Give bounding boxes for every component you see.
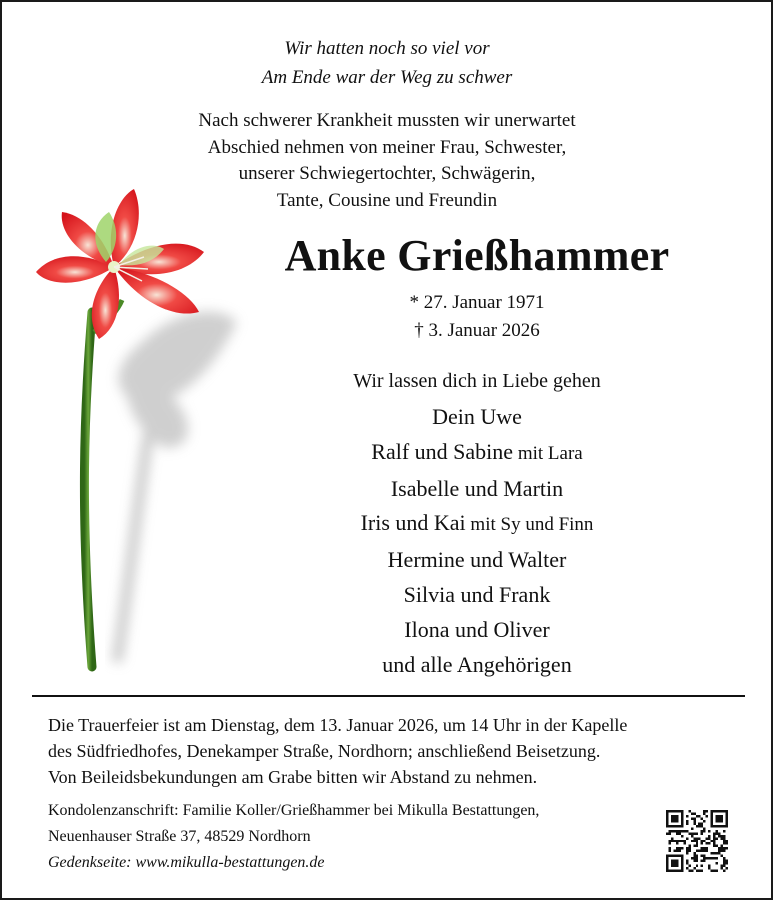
- mourner-names: Iris und Kai: [360, 510, 466, 536]
- motto: [92, 34, 682, 92]
- divider: [32, 695, 745, 697]
- intro-line: Nach schwerer Krankheit mussten wir unerwartet: [198, 110, 576, 131]
- birth-date: * 27. Januar 1971: [409, 292, 545, 313]
- memorial-page-link[interactable]: Gedenkseite: www.mikulla-bestattungen.de: [48, 854, 325, 871]
- mourner-row: und alle Angehörigen: [382, 651, 572, 677]
- intro-line: unserer Schwiegertochter, Schwägerin,: [238, 163, 536, 184]
- mourner-row: Ilona und Oliver: [404, 616, 550, 642]
- mourner-names: Ralf und Sabine: [371, 438, 514, 464]
- funeral-line: Die Trauerfeier ist am Dienstag, dem 13. Januar 2026, um 14 Uhr in der Kapelle: [48, 715, 628, 735]
- qr-code-icon[interactable]: [666, 810, 728, 872]
- funeral-line: Von Beileidsbekundungen am Grabe bitten wir Abstand zu nehmen.: [48, 767, 538, 787]
- mourner-row: Silvia und Frank: [403, 581, 551, 607]
- deceased-name: Anke Grießhammer: [284, 231, 670, 280]
- death-date: † 3. Januar 2026: [414, 320, 540, 341]
- condolence-contact: [48, 798, 648, 876]
- contact-line: Kondolenzanschrift: Familie Koller/Grießhammer bei Mikulla Bestattungen,: [48, 802, 540, 819]
- contact-line: Neuenhauser Straße 37, 48529 Nordhorn: [48, 828, 311, 845]
- intro-line: Abschied nehmen von meiner Frau, Schwester,: [207, 136, 567, 158]
- funeral-info: [48, 712, 748, 790]
- intro-text: [92, 108, 682, 214]
- amaryllis-flower-image: [22, 182, 252, 682]
- mourner-row: Hermine und Walter: [387, 547, 567, 573]
- life-dates: [242, 289, 712, 345]
- motto-line: Wir hatten noch so viel vor: [284, 38, 490, 59]
- mourner-row: Isabelle und Martin: [390, 475, 564, 501]
- mourner-row: [242, 435, 712, 472]
- mourners-list: [242, 366, 712, 682]
- mourner-children: mit Lara: [513, 442, 583, 464]
- funeral-line: des Südfriedhofes, Denekamper Straße, Nordhorn; anschließend Beisetzung.: [48, 741, 601, 761]
- motto-line: Am Ende war der Weg zu schwer: [261, 67, 513, 88]
- mourner-children: mit Sy und Finn: [465, 514, 594, 536]
- intro-line: Tante, Cousine und Freundin: [276, 189, 498, 211]
- mourners-lead: Wir lassen dich in Liebe gehen: [353, 370, 601, 392]
- mourner-row: [242, 506, 712, 543]
- mourner-row: Dein Uwe: [432, 404, 522, 429]
